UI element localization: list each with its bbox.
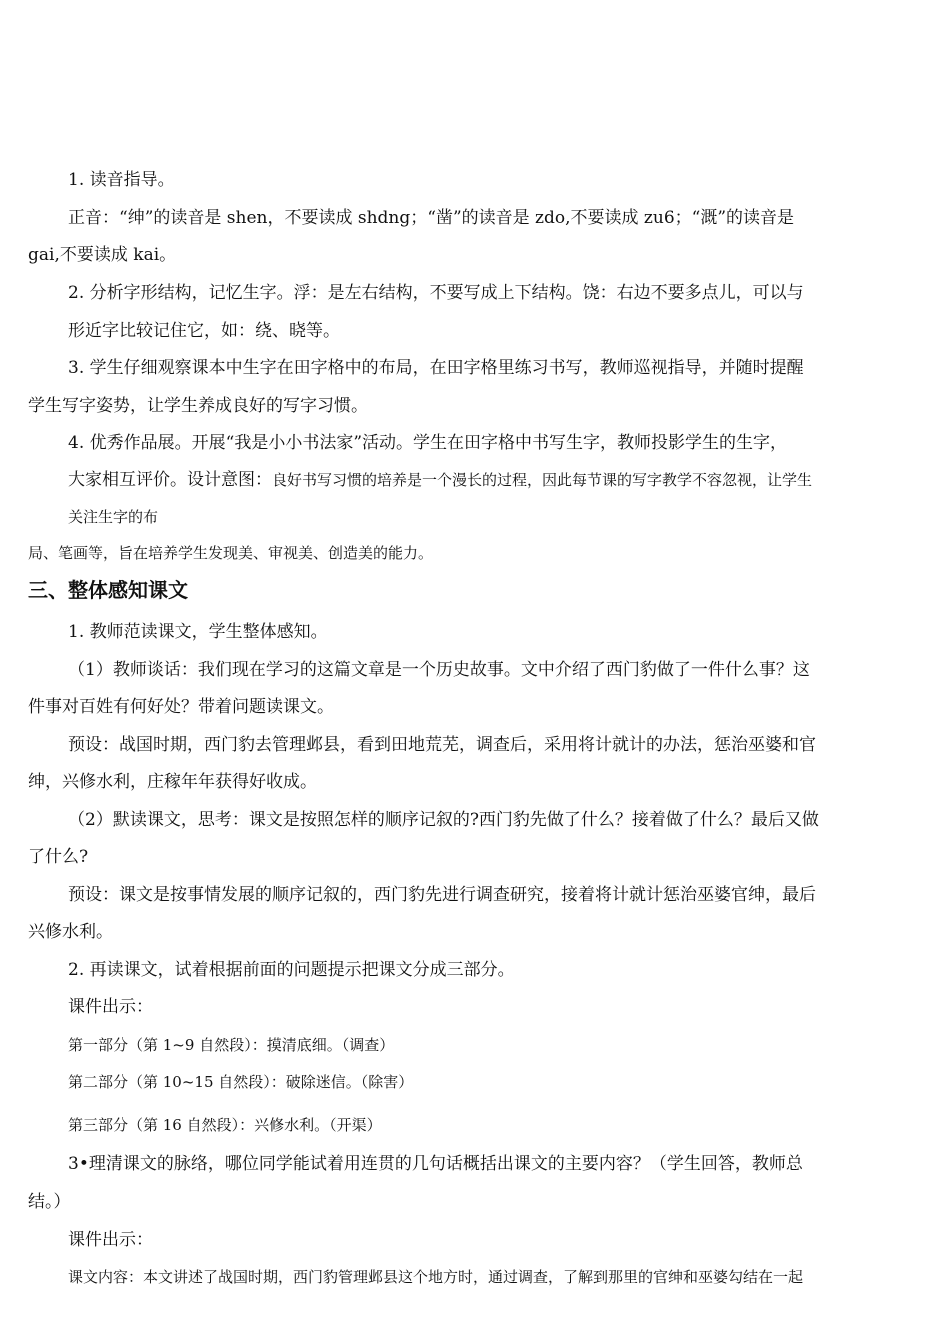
text-line: gai,不要读成 kai。 [28, 245, 177, 265]
text-line: 绅，兴修水利，庄稼年年获得好收成。 [28, 772, 317, 792]
text-line: 3. 学生仔细观察课本中生字在田字格中的布局，在田字格里练习书写，教师巡视指导，并随时提醒 [68, 358, 804, 378]
text-line: 了什么? [28, 847, 89, 867]
text-line: 2. 分析字形结构，记忆生字。浮：是左右结构，不要写成上下结构。饶：右边不要多点儿，可以与 [68, 283, 804, 303]
text-line: 1. 读音指导。 [68, 170, 175, 190]
text-line: 形近字比较记住它，如：绕、晓等。 [68, 321, 340, 341]
text-line [68, 468, 812, 492]
text-line: 课件出示： [68, 997, 153, 1017]
text-line: 第三部分（第 16 自然段）：兴修水利。（开渠） [68, 1116, 382, 1134]
section-heading: 三、整体感知课文 [28, 578, 188, 602]
text-span: 良好书写习惯的培养是一个漫长的过程，因此每节课的写字教学不容忽视，让学生 [272, 471, 813, 489]
text-line: 局、笔画等，旨在培养学生发现美、审视美、创造美的能力。 [28, 544, 434, 562]
text-line: 2. 再读课文，试着根据前面的问题提示把课文分成三部分。 [68, 960, 515, 980]
text-line: 件事对百姓有何好处？带着问题读课文。 [28, 697, 334, 717]
text-line: 课件出示： [68, 1230, 153, 1250]
text-line: 学生写字姿势，让学生养成良好的写字习惯。 [28, 396, 368, 416]
text-line: 课文内容：本文讲述了战国时期，西门豹管理邺县这个地方时，通过调查，了解到那里的官绅和巫婆勾结在一起 [68, 1268, 804, 1286]
text-line: 第二部分（第 10~15 自然段）：破除迷信。（除害） [68, 1073, 414, 1091]
text-line: （2）默读课文，思考：课文是按照怎样的顺序记叙的?西门豹先做了什么？接着做了什么？最后又做 [68, 810, 819, 830]
text-line: 预设：战国时期，西门豹去管理邺县，看到田地荒芜，调查后，采用将计就计的办法，惩治巫婆和官 [68, 735, 816, 755]
text-span: 大家相互评价。设计意图： [68, 470, 272, 490]
text-line: 正音：“绅”的读音是 shen，不要读成 shdng；“凿”的读音是 zdo,不要读成 zu6；“溉”的读音是 [68, 208, 795, 228]
text-line: 预设：课文是按事情发展的顺序记叙的，西门豹先进行调查研究，接着将计就计惩治巫婆官绅，最后 [68, 885, 816, 905]
text-line: 3•理清课文的脉络，哪位同学能试着用连贯的几句话概括出课文的主要内容？（学生回答，教师总 [68, 1154, 803, 1174]
text-line: 兴修水利。 [28, 922, 113, 942]
text-line: 1. 教师范读课文，学生整体感知。 [68, 622, 328, 642]
text-line: 4. 优秀作品展。开展“我是小小书法家”活动。学生在田字格中书写生字，教师投影学生的生字， [68, 433, 788, 453]
text-line: 关注生字的布 [68, 508, 159, 526]
text-line: （1）教师谈话：我们现在学习的这篇文章是一个历史故事。文中介绍了西门豹做了一件什么事？这 [68, 660, 810, 680]
text-line: 结。） [28, 1192, 71, 1212]
text-line: 第一部分（第 1~9 自然段）：摸清底细。（调查） [68, 1036, 395, 1054]
